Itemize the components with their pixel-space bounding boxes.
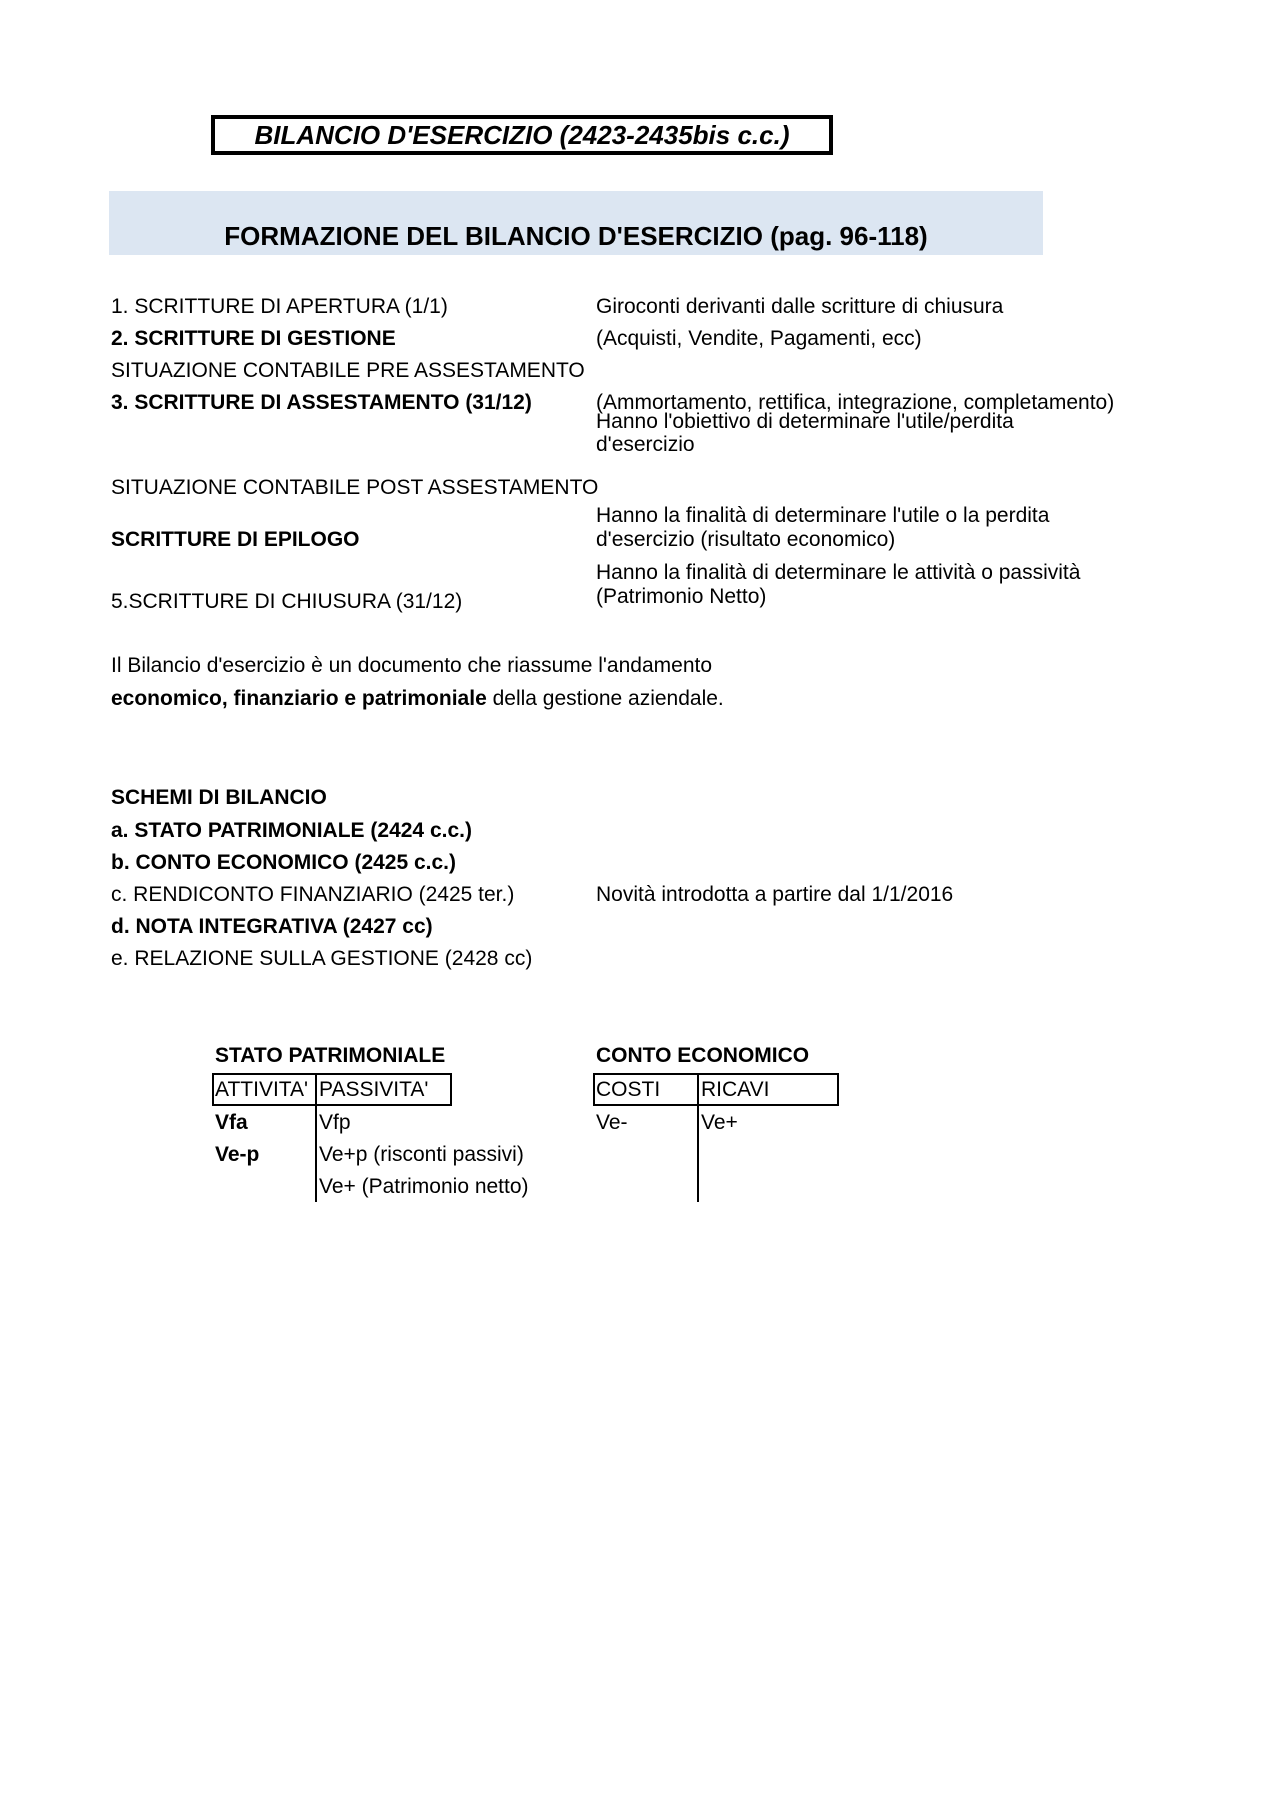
step-3-label: 3. SCRITTURE DI ASSESTAMENTO (31/12) xyxy=(111,391,532,414)
description-line-1: Il Bilancio d'esercizio è un documento che riassume l'andamento xyxy=(111,654,713,677)
step-2-note: (Acquisti, Vendite, Pagamenti, ecc) xyxy=(596,327,922,350)
step-3-note-2: Hanno l'obiettivo di determinare l'utile/perdita xyxy=(596,410,1014,433)
step-4-note-1: Hanno la finalità di determinare l'utile o la perdita xyxy=(596,504,1050,527)
step-5-note-1: Hanno la finalità di determinare le attività o passività xyxy=(596,561,1081,584)
sp-row-1-right: Vfp xyxy=(319,1111,351,1134)
attivita-column-header: ATTIVITA' xyxy=(215,1078,309,1101)
step-1-label: 1. SCRITTURE DI APERTURA (1/1) xyxy=(111,295,448,318)
conto-economico-heading: CONTO ECONOMICO xyxy=(596,1044,810,1067)
ricavi-column-header: RICAVI xyxy=(701,1078,770,1101)
sp-row-2-left: Ve-p xyxy=(215,1143,260,1166)
schema-a: a. STATO PATRIMONIALE (2424 c.c.) xyxy=(111,819,472,842)
schema-d: d. NOTA INTEGRATIVA (2427 cc) xyxy=(111,915,433,938)
stato-patrimoniale-heading: STATO PATRIMONIALE xyxy=(215,1044,446,1067)
document-title: BILANCIO D'ESERCIZIO (2423-2435bis c.c.) xyxy=(211,115,833,155)
conto-economico-divider xyxy=(697,1073,699,1202)
sp-row-3-right: Ve+ (Patrimonio netto) xyxy=(319,1175,529,1198)
sp-row-2-right: Ve+p (risconti passivi) xyxy=(319,1143,524,1166)
step-3-note-1: (Ammortamento, rettifica, integrazione, completamento) xyxy=(596,391,1115,414)
step-4-label: SCRITTURE DI EPILOGO xyxy=(111,528,360,551)
schema-c-note: Novità introdotta a partire dal 1/1/2016 xyxy=(596,883,954,906)
passivita-column-header: PASSIVITA' xyxy=(319,1078,429,1101)
description-rest: della gestione aziendale. xyxy=(486,687,724,710)
banner-title: FORMAZIONE DEL BILANCIO D'ESERCIZIO (pag. 96-118) xyxy=(224,221,928,251)
pre-assestamento-label: SITUAZIONE CONTABILE PRE ASSESTAMENTO xyxy=(111,359,585,382)
schema-c: c. RENDICONTO FINANZIARIO (2425 ter.) xyxy=(111,883,515,906)
ce-row-1-left: Ve- xyxy=(596,1111,628,1134)
costi-column-header: COSTI xyxy=(596,1078,661,1101)
step-5-note-2: (Patrimonio Netto) xyxy=(596,585,767,608)
step-5-label: 5.SCRITTURE DI CHIUSURA (31/12) xyxy=(111,590,463,613)
stato-patrimoniale-divider xyxy=(315,1073,317,1202)
schemi-heading: SCHEMI DI BILANCIO xyxy=(111,786,327,809)
step-3-note-3: d'esercizio xyxy=(596,433,695,456)
description-bold-part: economico, finanziario e patrimoniale xyxy=(111,687,487,710)
sp-row-1-left: Vfa xyxy=(215,1111,248,1134)
section-banner xyxy=(109,191,1043,255)
schema-b: b. CONTO ECONOMICO (2425 c.c.) xyxy=(111,851,457,874)
step-2-label: 2. SCRITTURE DI GESTIONE xyxy=(111,327,396,350)
schema-e: e. RELAZIONE SULLA GESTIONE (2428 cc) xyxy=(111,947,533,970)
description-line-2 xyxy=(111,687,724,711)
ce-row-1-right: Ve+ xyxy=(701,1111,738,1134)
post-assestamento-label: SITUAZIONE CONTABILE POST ASSESTAMENTO xyxy=(111,476,599,499)
step-4-note-2: d'esercizio (risultato economico) xyxy=(596,528,896,551)
step-1-note: Giroconti derivanti dalle scritture di chiusura xyxy=(596,295,1004,318)
